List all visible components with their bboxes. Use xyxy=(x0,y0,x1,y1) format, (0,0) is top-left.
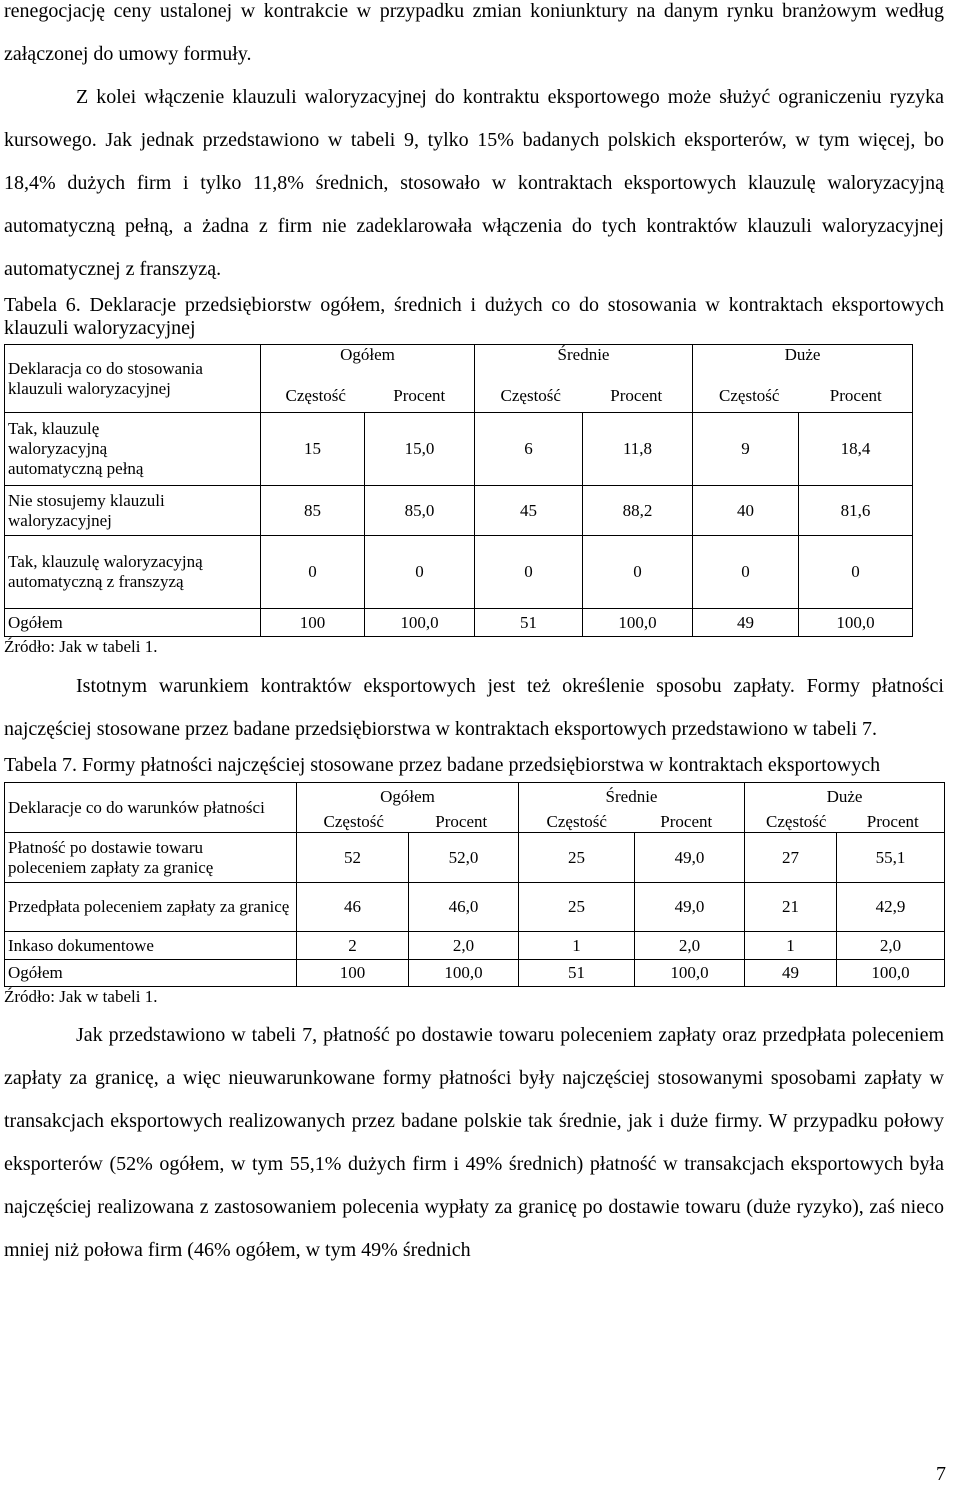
paragraph-renegotiation: renegocjację ceny ustalonej w kontrakcie w przypadku zmian koniunktury na danym rynku branżowym według załączonej do umowy formuły. xyxy=(4,0,944,65)
table6-row-label: Tak, klauzulę waloryzacyjną automatyczną z franszyzą xyxy=(5,536,261,609)
table-cell: 49 xyxy=(693,609,799,637)
table-cell: 55,1 xyxy=(837,833,945,883)
table6-group-total-label: Ogółem xyxy=(340,345,395,364)
table-cell: 1 xyxy=(745,932,837,960)
table7-group-large-label: Duże xyxy=(826,787,863,806)
table-cell: 100,0 xyxy=(365,609,475,637)
table6-row-label: Nie stosujemy klauzuli waloryzacyjnej xyxy=(5,486,261,536)
table6-sub-percent: Procent xyxy=(829,386,882,405)
paragraph-payment-analysis: Jak przedstawiono w tabeli 7, płatność po dostawie towaru poleceniem zapłaty oraz przedpłata poleceniem zapłaty za granicę, a więc nieuwarunkowane formy płatności były najczęściej stosowanymi sposobami zapłaty w transakcjach eksportowych realizowanych przez badane polskie tak średnie, jak i duże firmy. W przypadku połowy eksporterów (52% ogółem, w tym 55,1% dużych firm i 49% średnich) płatność w transakcjach eksportowych była najczęściej realizowana z zastosowaniem polecenia wypłaty za granicę po dostawie towaru (duże ryzyko), zaś nieco mniej niż połowa firm (46% ogółem, w tym 49% średnich xyxy=(4,1024,944,1261)
table6-row-label: Tak, klauzulę waloryzacyjną automatyczną pełną xyxy=(5,413,261,486)
table-cell: 0 xyxy=(583,536,693,609)
table6-header-label: Deklaracja co do stosowania klauzuli waloryzacyjnej xyxy=(5,345,261,413)
table-cell: 1 xyxy=(519,932,635,960)
table-cell: 49,0 xyxy=(635,833,745,883)
page-number: 7 xyxy=(936,1463,946,1485)
table7-row-label: Przedpłata poleceniem zapłaty za granicę xyxy=(5,883,297,932)
table-cell: 100,0 xyxy=(583,609,693,637)
table-cell: 88,2 xyxy=(583,486,693,536)
table-cell: 40 xyxy=(693,486,799,536)
table-row xyxy=(5,536,913,609)
table7-group-total-label: Ogółem xyxy=(380,787,435,806)
table-cell: 0 xyxy=(261,536,365,609)
table6-group-medium xyxy=(475,345,693,413)
paragraph-payment-intro: Istotnym warunkiem kontraktów eksportowych jest też określenie sposobu zapłaty. Formy płatności najczęściej stosowane przez badane przedsiębiorstwa w kontraktach eksportowych przedstawiono w tabeli 7. xyxy=(4,675,944,740)
table-cell: 85 xyxy=(261,486,365,536)
table6-source: Źródło: Jak w tabeli 1. xyxy=(4,637,158,656)
table-row xyxy=(5,960,945,987)
table-cell: 49 xyxy=(745,960,837,987)
table-row xyxy=(5,486,913,536)
table-cell: 15 xyxy=(261,413,365,486)
table-cell: 0 xyxy=(475,536,583,609)
table-cell: 45 xyxy=(475,486,583,536)
table-cell: 2 xyxy=(297,932,409,960)
table7-caption: Tabela 7. Formy płatności najczęściej stosowane przez badane przedsiębiorstwa w kontraktach eksportowych xyxy=(4,754,881,776)
table-cell: 46 xyxy=(297,883,409,932)
table-cell: 25 xyxy=(519,883,635,932)
table7 xyxy=(4,782,945,987)
table7-sub-percent: Procent xyxy=(866,812,919,831)
table-cell: 0 xyxy=(799,536,913,609)
table-row xyxy=(5,883,945,932)
table-row xyxy=(5,609,913,637)
table-cell: 85,0 xyxy=(365,486,475,536)
table-cell: 100,0 xyxy=(409,960,519,987)
table-cell: 100 xyxy=(261,609,365,637)
table7-group-medium-label: Średnie xyxy=(605,787,658,806)
document-page xyxy=(4,0,944,1272)
table7-row-label: Płatność po dostawie towaru poleceniem zapłaty za granicę xyxy=(5,833,297,883)
table7-source: Źródło: Jak w tabeli 1. xyxy=(4,987,158,1006)
table-cell: 15,0 xyxy=(365,413,475,486)
table6-caption: Tabela 6. Deklaracje przedsiębiorstw ogółem, średnich i dużych co do stosowania w kontraktach eksportowych klauzuli waloryzacyjnej xyxy=(4,294,944,339)
table-cell: 81,6 xyxy=(799,486,913,536)
table-cell: 0 xyxy=(693,536,799,609)
table-row xyxy=(5,833,945,883)
table-cell: 52,0 xyxy=(409,833,519,883)
table6-header-row xyxy=(5,345,913,413)
table6-group-large-label: Duże xyxy=(784,345,821,364)
table-cell: 42,9 xyxy=(837,883,945,932)
table-cell: 27 xyxy=(745,833,837,883)
table-row xyxy=(5,932,945,960)
table-cell: 52 xyxy=(297,833,409,883)
table-cell: 100,0 xyxy=(635,960,745,987)
table7-sub-frequency: Częstość xyxy=(766,812,827,831)
table7-group-total xyxy=(297,783,519,833)
table-cell: 9 xyxy=(693,413,799,486)
table7-header-row xyxy=(5,783,945,833)
table-cell: 21 xyxy=(745,883,837,932)
table-cell: 49,0 xyxy=(635,883,745,932)
table7-header-label: Deklaracje co do warunków płatności xyxy=(5,783,297,833)
table6 xyxy=(4,344,913,637)
table-cell: 2,0 xyxy=(409,932,519,960)
table-cell: 2,0 xyxy=(837,932,945,960)
table-cell: 6 xyxy=(475,413,583,486)
table7-sub-frequency: Częstość xyxy=(546,812,607,831)
table-cell: 25 xyxy=(519,833,635,883)
paragraph-indexation-clause: Z kolei włączenie klauzuli waloryzacyjnej do kontraktu eksportowego może służyć ograniczeniu ryzyka kursowego. Jak jednak przedstawiono w tabeli 9, tylko 15% badanych polskich eksporterów, w tym więcej, bo 18,4% dużych firm i tylko 11,8% średnich, stosowało w kontraktach eksportowych klauzulę waloryzacyjną automatyczną pełną, a żadna z firm nie zadeklarowała włączenia do tych kontraktów klauzuli waloryzacyjnej automatycznej z franszyzą. xyxy=(4,86,944,280)
table-cell: 100,0 xyxy=(799,609,913,637)
table7-sub-percent: Procent xyxy=(660,812,713,831)
table6-row-label: Ogółem xyxy=(5,609,261,637)
table-cell: 2,0 xyxy=(635,932,745,960)
table7-group-large xyxy=(745,783,945,833)
table6-group-medium-label: Średnie xyxy=(557,345,610,364)
table-row xyxy=(5,413,913,486)
table-cell: 100,0 xyxy=(837,960,945,987)
table-cell: 0 xyxy=(365,536,475,609)
table-cell: 18,4 xyxy=(799,413,913,486)
table6-sub-percent: Procent xyxy=(610,386,663,405)
table6-sub-frequency: Częstość xyxy=(285,386,346,405)
table6-sub-frequency: Częstość xyxy=(500,386,561,405)
table6-group-total xyxy=(261,345,475,413)
table-cell: 51 xyxy=(475,609,583,637)
table6-group-large xyxy=(693,345,913,413)
table7-row-label: Ogółem xyxy=(5,960,297,987)
table-cell: 51 xyxy=(519,960,635,987)
table7-sub-frequency: Częstość xyxy=(323,812,384,831)
table-cell: 100 xyxy=(297,960,409,987)
table7-row-label: Inkaso dokumentowe xyxy=(5,932,297,960)
table6-sub-percent: Procent xyxy=(393,386,446,405)
table-cell: 46,0 xyxy=(409,883,519,932)
table7-group-medium xyxy=(519,783,745,833)
table-cell: 11,8 xyxy=(583,413,693,486)
table7-sub-percent: Procent xyxy=(435,812,488,831)
table6-sub-frequency: Częstość xyxy=(719,386,780,405)
